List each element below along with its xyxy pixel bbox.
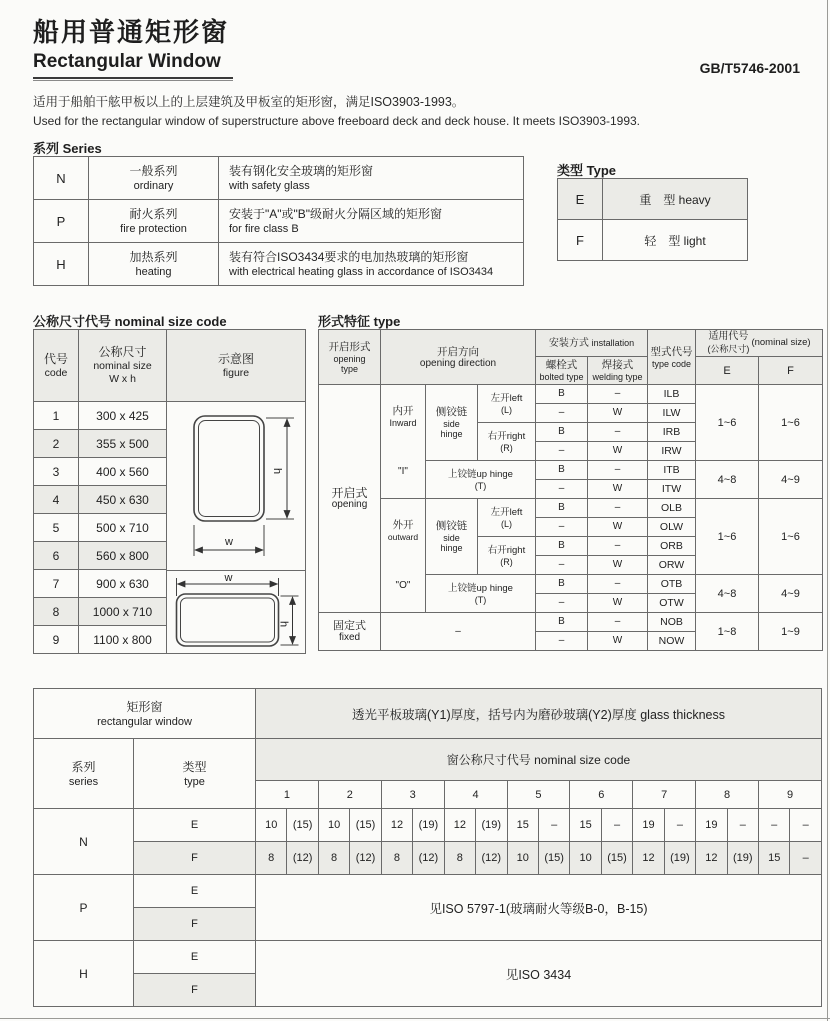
thickness-value: (15) <box>601 842 632 875</box>
series-name <box>89 200 219 243</box>
form-characteristics-table <box>318 329 823 651</box>
fixed-en: fixed <box>338 632 361 643</box>
type-title-en: Type <box>586 163 617 178</box>
portrait-window-figure <box>170 406 302 566</box>
size-code-value: 9 <box>34 626 79 654</box>
size-code-value: 2 <box>34 430 79 458</box>
range-f: 1~9 <box>759 613 823 651</box>
series-code: N <box>34 157 89 200</box>
glass-row-h-e <box>34 941 822 974</box>
right-zh: 右开right <box>487 431 526 442</box>
dim-label-w: w <box>224 572 233 584</box>
size-dims-value: 400 x 560 <box>79 458 167 486</box>
col-header-welding <box>588 357 648 385</box>
corner-zh: 矩形窗 <box>126 699 163 714</box>
col-header-figure-zh: 示意图 <box>217 351 254 366</box>
form-row <box>319 499 823 518</box>
opening-type-en2: type <box>340 363 358 374</box>
inward-zh: 内开 <box>392 404 414 417</box>
type-label: 轻 型 light <box>603 220 748 261</box>
type-code-value: NOW <box>648 632 696 651</box>
col-header-type <box>134 739 256 809</box>
cell-inward <box>381 385 426 499</box>
series-desc <box>219 157 524 200</box>
type-code: F <box>558 220 603 261</box>
size-col: 7 <box>633 781 696 809</box>
col-header-f: F <box>759 357 823 385</box>
up-hinge-code: (T) <box>474 481 487 491</box>
col-header-series <box>34 739 134 809</box>
type-f: F <box>134 908 256 941</box>
size-code-table <box>33 329 306 654</box>
series-h: H <box>34 941 134 1007</box>
thickness-value: 12 <box>696 842 727 875</box>
applicable-zh2: (公称尺寸) <box>707 344 750 354</box>
side-hinge-en1: side <box>443 419 460 429</box>
series-name-en: fire protection <box>120 223 187 235</box>
welding-value: W <box>588 442 648 461</box>
size-col: 1 <box>256 781 319 809</box>
corner-cell <box>34 689 256 739</box>
glass-row-p-e <box>34 875 822 908</box>
welding-en: welding type <box>592 372 643 382</box>
thickness-value: 8 <box>444 842 475 875</box>
size-row <box>34 402 306 430</box>
series-en: series <box>68 775 99 788</box>
welding-value: – <box>588 385 648 404</box>
glass-thickness-table <box>33 688 822 1007</box>
bolted-zh: 螺栓式 <box>545 359 578 371</box>
size-code-value: 5 <box>34 514 79 542</box>
bolted-value: B <box>536 423 588 442</box>
series-zh: 系列 <box>71 759 96 774</box>
side-hinge-en2: hinge <box>440 429 463 439</box>
col-header-opening-direction <box>381 330 536 385</box>
glass-row-n-f <box>34 842 822 875</box>
size-dims-value: 450 x 630 <box>79 486 167 514</box>
standard-number: GB/T5746-2001 <box>699 60 800 76</box>
size-code-value: 3 <box>34 458 79 486</box>
size-col: 6 <box>570 781 633 809</box>
up-hinge-code: (T) <box>474 595 487 605</box>
thickness-value: 15 <box>507 809 538 842</box>
bolted-value: – <box>536 518 588 537</box>
series-name-zh: 耐火系列 <box>129 207 178 221</box>
welding-value: – <box>588 575 648 594</box>
welding-value: – <box>588 613 648 632</box>
size-col: 5 <box>507 781 570 809</box>
col-header-size-unit: W x h <box>109 373 136 385</box>
bolted-value: – <box>536 556 588 575</box>
side-hinge-zh: 侧铰链 <box>435 520 468 532</box>
thickness-value: 10 <box>318 809 349 842</box>
form-row <box>319 385 823 404</box>
type-code-value: NOB <box>648 613 696 632</box>
range-f: 4~9 <box>759 575 823 613</box>
bolted-value: B <box>536 613 588 632</box>
bolted-value: – <box>536 404 588 423</box>
welding-value: – <box>588 461 648 480</box>
series-row-h <box>34 243 524 286</box>
type-f: F <box>134 974 256 1007</box>
glass-thickness-note: 透光平板玻璃(Y1)厚度，括号内为磨砂玻璃(Y2)厚度 glass thickness <box>256 689 822 739</box>
thickness-value: – <box>538 809 569 842</box>
thickness-value: (12) <box>287 842 318 875</box>
type-code-value: OTB <box>648 575 696 594</box>
bolted-value: – <box>536 632 588 651</box>
range-e: 4~8 <box>696 461 759 499</box>
series-desc-zh: 装有符合ISO3434要求的电加热玻璃的矩形窗 <box>229 250 469 264</box>
type-code-value: OTW <box>648 594 696 613</box>
col-header-size <box>79 330 167 402</box>
left-code: (L) <box>501 519 512 529</box>
bolted-value: B <box>536 499 588 518</box>
type-code-value: ITB <box>648 461 696 480</box>
series-code: P <box>34 200 89 243</box>
range-e: 1~6 <box>696 385 759 461</box>
thickness-value: 15 <box>570 809 601 842</box>
left-zh: 左开left <box>490 507 523 518</box>
series-name-zh: 加热系列 <box>129 250 178 264</box>
type-section-title <box>557 160 616 179</box>
size-dims-value: 1000 x 710 <box>79 598 167 626</box>
welding-value: W <box>588 518 648 537</box>
size-code-band: 窗公称尺寸代号 nominal size code <box>256 739 822 781</box>
size-dims-value: 1100 x 800 <box>79 626 167 654</box>
range-e: 1~8 <box>696 613 759 651</box>
welding-value: – <box>588 499 648 518</box>
thickness-value: (19) <box>727 842 758 875</box>
series-name-en: heating <box>135 266 172 278</box>
welding-zh: 焊接式 <box>601 359 634 371</box>
cell-right-open <box>478 537 536 575</box>
right-code: (R) <box>500 443 513 453</box>
side-hinge-en1: side <box>443 533 460 543</box>
side-hinge-en2: hinge <box>440 543 463 553</box>
size-code-value: 6 <box>34 542 79 570</box>
opening-type-zh: 开启形式 <box>328 340 371 353</box>
series-name-en: ordinary <box>133 180 174 192</box>
range-f: 1~6 <box>759 385 823 461</box>
cell-opening <box>319 385 381 613</box>
installation-zh: 安装方式 <box>548 337 589 349</box>
inward-en: Inward <box>389 417 417 428</box>
bolted-value: B <box>536 575 588 594</box>
thickness-value: 12 <box>633 842 664 875</box>
bolted-en: bolted type <box>539 372 584 382</box>
series-title-en: Series <box>62 141 102 156</box>
col-header-figure-en: figure <box>222 366 250 379</box>
type-en: type <box>184 775 205 788</box>
figure-cell <box>167 402 306 654</box>
type-code-value: OLB <box>648 499 696 518</box>
type-code-value: ORW <box>648 556 696 575</box>
up-hinge-label: 上铰链up hinge <box>448 583 513 594</box>
page-header <box>33 12 233 81</box>
size-col: 9 <box>759 781 822 809</box>
type-row-e <box>558 179 748 220</box>
type-code-value: IRW <box>648 442 696 461</box>
size-code-value: 8 <box>34 598 79 626</box>
type-code-value: ILW <box>648 404 696 423</box>
thickness-value: (15) <box>538 842 569 875</box>
size-dims-value: 500 x 710 <box>79 514 167 542</box>
welding-value: W <box>588 404 648 423</box>
series-name <box>89 243 219 286</box>
type-e: E <box>134 875 256 908</box>
type-e: E <box>134 941 256 974</box>
size-code-header-row <box>34 330 306 402</box>
col-header-size-zh: 公称尺寸 <box>98 345 147 359</box>
h-series-note: 见ISO 3434 <box>256 941 822 1007</box>
series-section-title <box>33 138 102 157</box>
thickness-value: 8 <box>381 842 412 875</box>
size-col: 3 <box>381 781 444 809</box>
size-col: 4 <box>444 781 507 809</box>
col-header-code-zh: 代号 <box>43 351 68 366</box>
series-title-zh: 系列 <box>33 141 60 156</box>
type-title-zh: 类型 <box>557 163 584 178</box>
right-code: (R) <box>500 557 513 567</box>
cell-side-hinge <box>426 385 478 461</box>
opening-en: opening <box>331 499 368 510</box>
series-desc <box>219 200 524 243</box>
range-f: 1~6 <box>759 499 823 575</box>
thickness-value: (12) <box>413 842 444 875</box>
series-row-p <box>34 200 524 243</box>
thickness-value: 10 <box>507 842 538 875</box>
type-e: E <box>134 809 256 842</box>
fixed-zh: 固定式 <box>333 620 366 632</box>
bolted-value: B <box>536 461 588 480</box>
thickness-value: 12 <box>444 809 475 842</box>
range-f: 4~9 <box>759 461 823 499</box>
outward-zh: 外开 <box>392 518 414 531</box>
series-name-zh: 一般系列 <box>129 164 178 178</box>
page-title-zh: 船用普通矩形窗 <box>33 17 230 47</box>
thickness-value: – <box>790 809 822 842</box>
thickness-value: 10 <box>570 842 601 875</box>
corner-en: rectangular window <box>97 715 192 728</box>
installation-en: installation <box>591 337 635 348</box>
series-name <box>89 157 219 200</box>
applicable-zh1: 适用代号 <box>708 331 749 342</box>
series-desc-en: with electrical heating glass in accordance of ISO3434 <box>229 266 494 278</box>
welding-value: W <box>588 632 648 651</box>
welding-value: W <box>588 556 648 575</box>
page-edge-bottom <box>0 1018 830 1019</box>
thickness-value: (12) <box>350 842 381 875</box>
left-code: (L) <box>501 405 512 415</box>
size-dims-value: 355 x 500 <box>79 430 167 458</box>
size-code-value: 4 <box>34 486 79 514</box>
series-n: N <box>34 809 134 875</box>
direction-en: opening direction <box>419 357 497 369</box>
series-p: P <box>34 875 134 941</box>
type-label: 重 型 heavy <box>603 179 748 220</box>
bolted-value: – <box>536 594 588 613</box>
description-zh: 适用于船舶干舷甲板以上的上层建筑及甲板室的矩形窗，满足ISO3903-1993。 <box>33 95 465 109</box>
cell-up-hinge <box>426 461 536 499</box>
thickness-value: 10 <box>256 809 287 842</box>
page-edge-right <box>827 0 828 1021</box>
thickness-value: 8 <box>318 842 349 875</box>
size-dims-value: 900 x 630 <box>79 570 167 598</box>
type-f: F <box>134 842 256 875</box>
series-desc-en: for fire class B <box>229 223 299 235</box>
size-col: 2 <box>318 781 381 809</box>
cell-left-open <box>478 499 536 537</box>
type-code-value: ITW <box>648 480 696 499</box>
type-code-value: ILB <box>648 385 696 404</box>
type-code-value: OLW <box>648 518 696 537</box>
size-code-value: 7 <box>34 570 79 598</box>
thickness-value: (15) <box>350 809 381 842</box>
cell-outward <box>381 499 426 613</box>
outward-en: outward <box>387 531 419 542</box>
thickness-value: (19) <box>476 809 507 842</box>
series-table <box>33 156 524 286</box>
thickness-value: 12 <box>381 809 412 842</box>
series-desc <box>219 243 524 286</box>
series-row-n <box>34 157 524 200</box>
thickness-value: 19 <box>633 809 664 842</box>
cell-up-hinge <box>426 575 536 613</box>
up-hinge-label: 上铰链up hinge <box>448 469 513 480</box>
figure-divider <box>166 570 306 571</box>
glass-header-row-2 <box>34 739 822 781</box>
size-col: 8 <box>696 781 759 809</box>
size-code-section-title: 公称尺寸代号 nominal size code <box>33 314 227 329</box>
dim-label-h: h <box>277 621 290 628</box>
applicable-en: (nominal size) <box>751 337 811 348</box>
type-code-en: type code <box>651 358 692 369</box>
description-en: Used for the rectangular window of superstructure above freeboard deck and deck house. It meets ISO3903-1993. <box>33 114 641 128</box>
welding-value: – <box>588 423 648 442</box>
outward-code: "O" <box>395 580 411 592</box>
series-desc-en: with safety glass <box>229 180 310 192</box>
thickness-value: – <box>727 809 758 842</box>
welding-value: W <box>588 480 648 499</box>
thickness-value: (12) <box>476 842 507 875</box>
range-e: 1~6 <box>696 499 759 575</box>
right-zh: 右开right <box>487 545 526 556</box>
thickness-value: – <box>790 842 822 875</box>
welding-value: – <box>588 537 648 556</box>
col-header-code <box>34 330 79 402</box>
cell-right-open <box>478 423 536 461</box>
col-header-installation <box>536 330 648 357</box>
bolted-value: B <box>536 537 588 556</box>
thickness-value: – <box>601 809 632 842</box>
form-row <box>319 613 823 632</box>
type-zh: 类型 <box>182 759 207 774</box>
p-series-note: 见ISO 5797-1(玻璃耐火等级B-0，B-15) <box>256 875 822 941</box>
dim-label-w: w <box>225 536 233 548</box>
size-code-value: 1 <box>34 402 79 430</box>
type-table <box>557 178 748 261</box>
cell-side-hinge <box>426 499 478 575</box>
type-code-value: ORB <box>648 537 696 556</box>
col-header-e: E <box>696 357 759 385</box>
series-code: H <box>34 243 89 286</box>
thickness-value: 8 <box>256 842 287 875</box>
welding-value: W <box>588 594 648 613</box>
thickness-value: – <box>664 809 695 842</box>
cell-fixed <box>319 613 381 651</box>
col-header-figure <box>167 330 306 402</box>
size-dims-value: 560 x 800 <box>79 542 167 570</box>
type-code: E <box>558 179 603 220</box>
thickness-value: – <box>759 809 790 842</box>
col-header-applicable <box>696 330 823 357</box>
thickness-value: (15) <box>287 809 318 842</box>
form-header-row-1 <box>319 330 823 357</box>
form-section-title: 形式特征 type <box>318 314 401 329</box>
col-header-code-en: code <box>44 366 68 379</box>
title-underline <box>33 77 233 81</box>
col-header-size-en: nominal size <box>93 360 152 372</box>
cell-fixed-direction: – <box>381 613 536 651</box>
thickness-value: (19) <box>664 842 695 875</box>
glass-header-row-1 <box>34 689 822 739</box>
col-header-opening-type <box>319 330 381 385</box>
page-title-en: Rectangular Window <box>33 51 221 72</box>
range-e: 4~8 <box>696 575 759 613</box>
dim-label-h: h <box>271 468 283 475</box>
glass-row-n-e <box>34 809 822 842</box>
opening-zh: 开启式 <box>331 486 368 500</box>
inward-code: "I" <box>398 466 408 478</box>
bolted-value: B <box>536 385 588 404</box>
left-zh: 左开left <box>490 393 523 404</box>
thickness-value: 19 <box>696 809 727 842</box>
thickness-value: (19) <box>413 809 444 842</box>
type-row-f <box>558 220 748 261</box>
series-desc-zh: 装有钢化安全玻璃的矩形窗 <box>229 164 374 178</box>
cell-left-open <box>478 385 536 423</box>
size-dims-value: 300 x 425 <box>79 402 167 430</box>
type-code-zh: 型式代号 <box>650 345 693 358</box>
landscape-window-figure <box>169 572 304 654</box>
thickness-value: 15 <box>759 842 790 875</box>
col-header-type-code <box>648 330 696 385</box>
direction-zh: 开启方向 <box>437 345 479 358</box>
series-desc-zh: 安装于"A"或"B"级耐火分隔区域的矩形窗 <box>229 207 443 221</box>
side-hinge-zh: 侧铰链 <box>435 406 468 418</box>
type-code-value: IRB <box>648 423 696 442</box>
opening-type-en1: opening <box>333 353 366 364</box>
bolted-value: – <box>536 442 588 461</box>
bolted-value: – <box>536 480 588 499</box>
col-header-bolted <box>536 357 588 385</box>
